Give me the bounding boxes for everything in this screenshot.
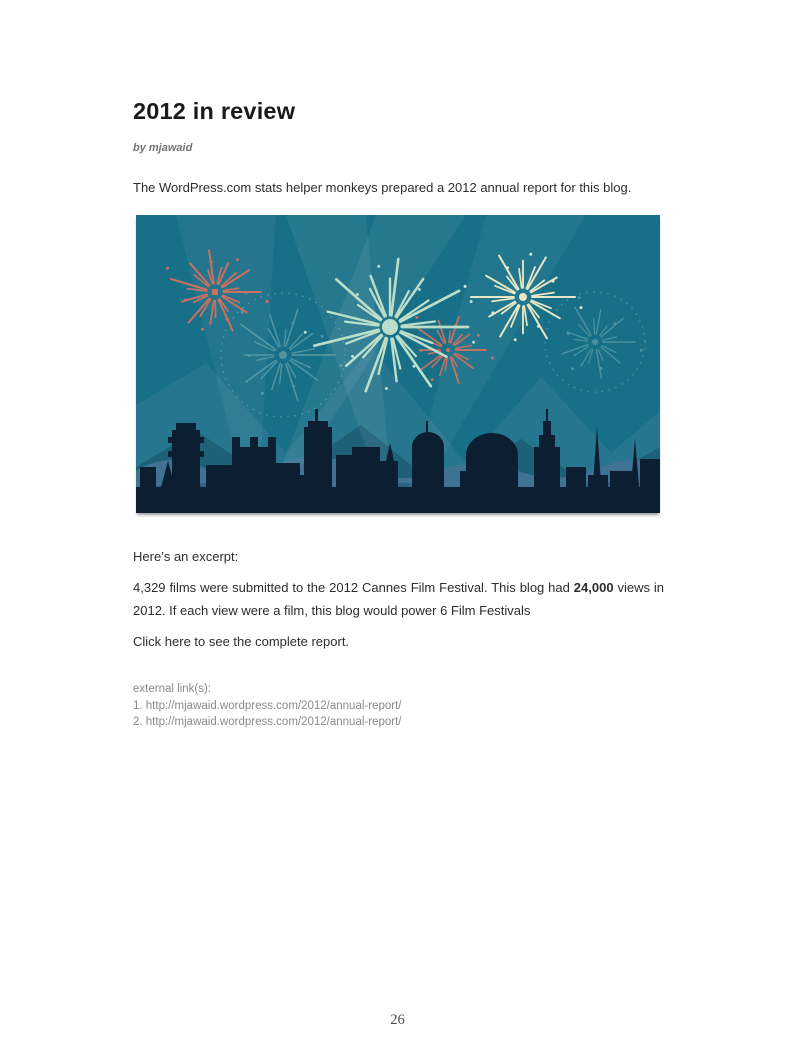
fireworks-city-svg [136,215,660,513]
page-number: 26 [390,1012,405,1028]
excerpt-bold-number: 24,000 [573,580,614,595]
excerpt-text-post: views in 2012. If each view were a film, this blog would power 6 Film Festivals [133,580,664,618]
external-link-1[interactable]: 1. http://mjawaid.wordpress.com/2012/annual-report/ [133,699,402,712]
byline: by mjawaid [133,142,193,154]
external-link-2[interactable]: 2. http://mjawaid.wordpress.com/2012/annual-report/ [133,716,402,728]
intro-paragraph: The WordPress.com stats helper monkeys prepared a 2012 annual report for this blog. [133,180,632,195]
page-title: 2012 in review [133,98,296,124]
annual-report-illustration [136,215,660,513]
excerpt-paragraph [133,576,664,622]
complete-report-link[interactable]: Click here to see the complete report. [133,634,350,649]
excerpt-text-pre: 4,329 films were submitted to the 2012 Cannes Film Festival. This blog had [133,580,574,595]
external-links-section [133,681,664,731]
external-links-label: external link(s): [133,683,211,695]
excerpt-label: Here’s an excerpt: [133,549,239,564]
